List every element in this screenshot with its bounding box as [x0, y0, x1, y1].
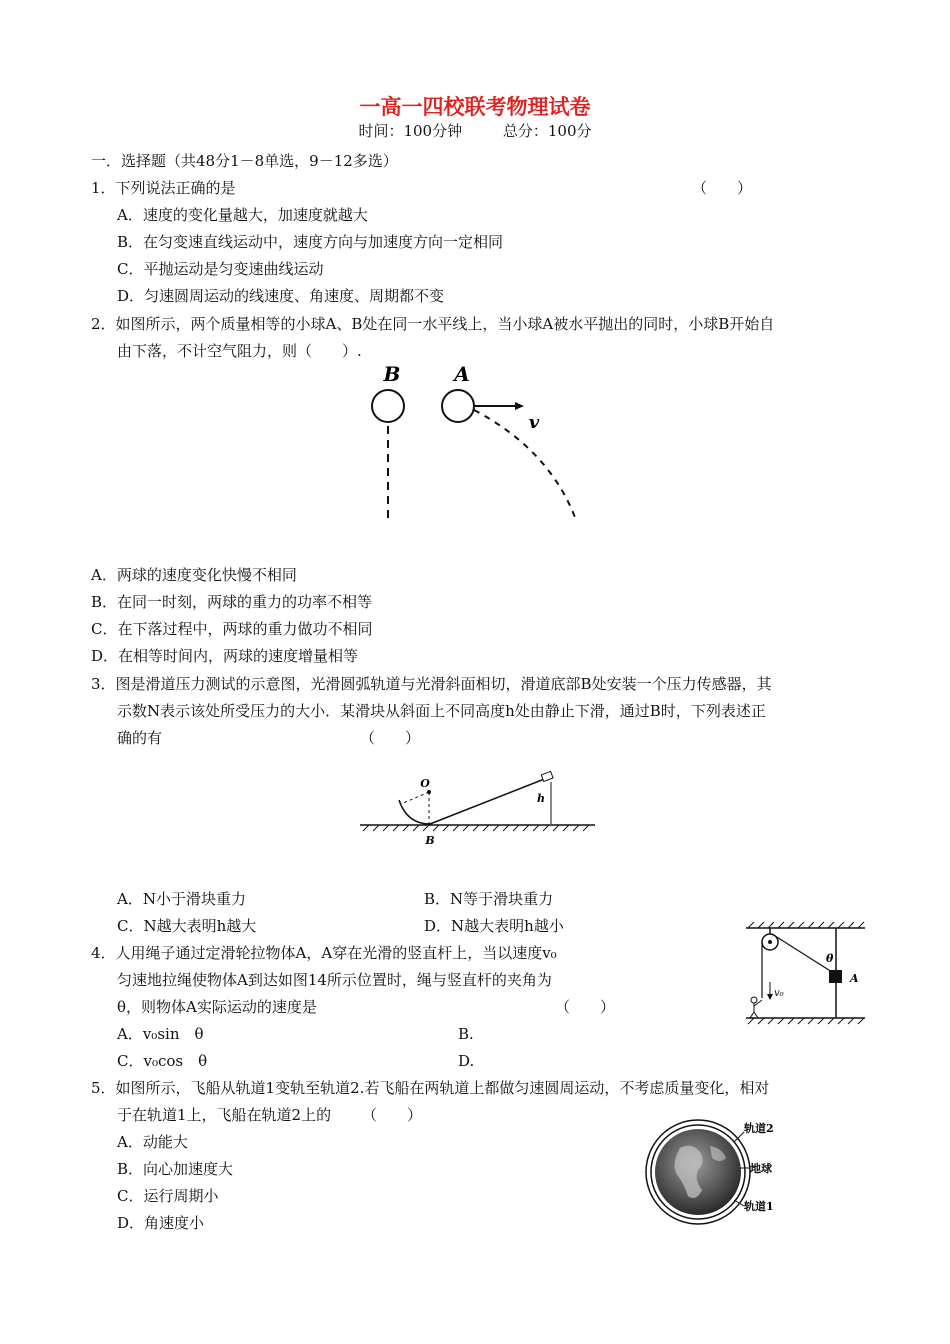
- q3-arc-track: [399, 800, 430, 824]
- q3-incline: [430, 776, 552, 824]
- q2-stem-line1: 2．如图所示，两个质量相等的小球A、B处在同一水平线上，当小球A被水平抛出的同时，小球B开始自: [91, 315, 775, 333]
- q2-ball-a: [442, 390, 474, 422]
- q2-label-a: A: [454, 362, 470, 386]
- q3-stem-line1: 3．图是滑道压力测试的示意图，光滑圆弧轨道与光滑斜面相切，滑道底部B处安装一个压力传感器，其: [91, 675, 772, 693]
- q3-slider-block: [541, 771, 553, 781]
- q5-answer-blank: （ ）: [362, 1106, 423, 1124]
- q4-option-b: B.: [458, 1025, 474, 1043]
- q2-option-c: C．在下落过程中，两球的重力做功不相同: [91, 620, 373, 638]
- q4-answer-blank: （ ）: [555, 998, 616, 1016]
- q3-figure: [355, 770, 600, 850]
- exam-meta: [0, 121, 950, 141]
- q4-stem-line1: 4．人用绳子通过定滑轮拉物体A，A穿在光滑的竖直杆上，当以速度v₀: [91, 944, 557, 962]
- q3-radius-slant: [401, 792, 429, 804]
- q5-label-earth: 地球: [750, 1162, 772, 1175]
- q5-label-orbit2: 轨道2: [744, 1122, 774, 1135]
- q5-option-a: A．动能大: [117, 1133, 188, 1151]
- q4-option-c: C．v₀cos θ: [117, 1052, 208, 1070]
- q2-option-d: D．在相等时间内，两球的速度增量相等: [91, 647, 359, 665]
- q4-label-v0: v₀: [774, 988, 784, 999]
- q3-label-h: h: [537, 792, 545, 805]
- q1-option-d: D．匀速圆周运动的线速度、角速度、周期都不变: [117, 287, 445, 305]
- q4-option-d: D.: [458, 1052, 475, 1070]
- q5-option-b: B．向心加速度大: [117, 1160, 234, 1178]
- q3-label-b: B: [425, 834, 435, 847]
- q1-option-b: B．在匀变速直线运动中，速度方向与加速度方向一定相同: [117, 233, 504, 251]
- q2-velocity-arrowhead: [515, 402, 524, 410]
- q1-stem: 1．下列说法正确的是: [91, 179, 236, 197]
- q5-earth: [655, 1129, 741, 1215]
- q4-option-a: A．v₀sin θ: [117, 1025, 204, 1043]
- q3-option-a: A．N小于滑块重力: [117, 890, 246, 908]
- q2-option-b: B．在同一时刻，两球的重力的功率不相等: [91, 593, 373, 611]
- q1-option-a: A．速度的变化量越大，加速度就越大: [117, 206, 368, 224]
- exam-score: 总分：100分: [502, 122, 592, 140]
- q4-stem-line2: 匀速地拉绳使物体A到达如图14所示位置时，绳与竖直杆的夹角为: [117, 971, 552, 989]
- q3-option-b: B．N等于滑块重力: [424, 890, 554, 908]
- q5-option-c: C．运行周期小: [117, 1187, 219, 1205]
- q4-person-head: [751, 997, 757, 1003]
- q5-figure: [640, 1118, 790, 1230]
- q2-projectile-path: [474, 410, 576, 520]
- q3-option-c: C．N越大表明h越大: [117, 917, 257, 935]
- q2-label-v: v: [528, 412, 540, 433]
- q4-rope: [772, 934, 832, 972]
- q2-label-b: B: [383, 362, 401, 386]
- q4-label-theta: θ: [826, 952, 834, 965]
- q3-stem-line3: 确的有: [117, 729, 163, 747]
- exam-time: 时间：100分钟: [358, 122, 463, 140]
- q2-figure: [340, 360, 600, 530]
- q4-ceiling-hatch: [748, 922, 864, 928]
- q2-ball-b: [372, 390, 404, 422]
- q4-label-a: A: [850, 972, 859, 985]
- q3-label-o: O: [420, 777, 430, 790]
- q1-answer-blank: （ ）: [692, 179, 753, 197]
- q4-v0-arrowhead: [767, 994, 773, 1000]
- q5-option-d: D．角速度小: [117, 1214, 205, 1232]
- q5-stem-line1: 5．如图所示，飞船从轨道1变轨至轨道2.若飞船在两轨道上都做匀速圆周运动，不考虑质量变化，相对: [91, 1079, 770, 1097]
- q3-option-d: D．N越大表明h越小: [424, 917, 564, 935]
- q3-stem-line2: 示数N表示该处所受压力的大小．某滑块从斜面上不同高度h处由静止下滑，通过B时，下列表述正: [117, 702, 766, 720]
- q4-figure: [740, 920, 870, 1028]
- q3-center-point: [427, 790, 431, 794]
- q4-pulley-axle: [768, 940, 772, 944]
- q4-stem-line3: θ，则物体A实际运动的速度是: [117, 998, 317, 1016]
- page-title: 一高一四校联考物理试卷: [359, 94, 591, 119]
- q2-stem-line2: 由下落，不计空气阻力，则（ ）.: [117, 342, 362, 360]
- q3-ground-hatch: [363, 825, 589, 831]
- q3-answer-blank: （ ）: [360, 729, 421, 747]
- section-heading: 一．选择题（共48分1－8单选，9－12多选）: [91, 152, 398, 170]
- q4-block-a: [829, 970, 842, 983]
- q2-option-a: A．两球的速度变化快慢不相同: [91, 566, 297, 584]
- q5-label-orbit1: 轨道1: [744, 1200, 774, 1213]
- q1-option-c: C．平抛运动是匀变速曲线运动: [117, 260, 324, 278]
- q5-stem-line2: 于在轨道1上，飞船在轨道2上的: [117, 1106, 332, 1124]
- q4-floor-hatch: [748, 1018, 864, 1024]
